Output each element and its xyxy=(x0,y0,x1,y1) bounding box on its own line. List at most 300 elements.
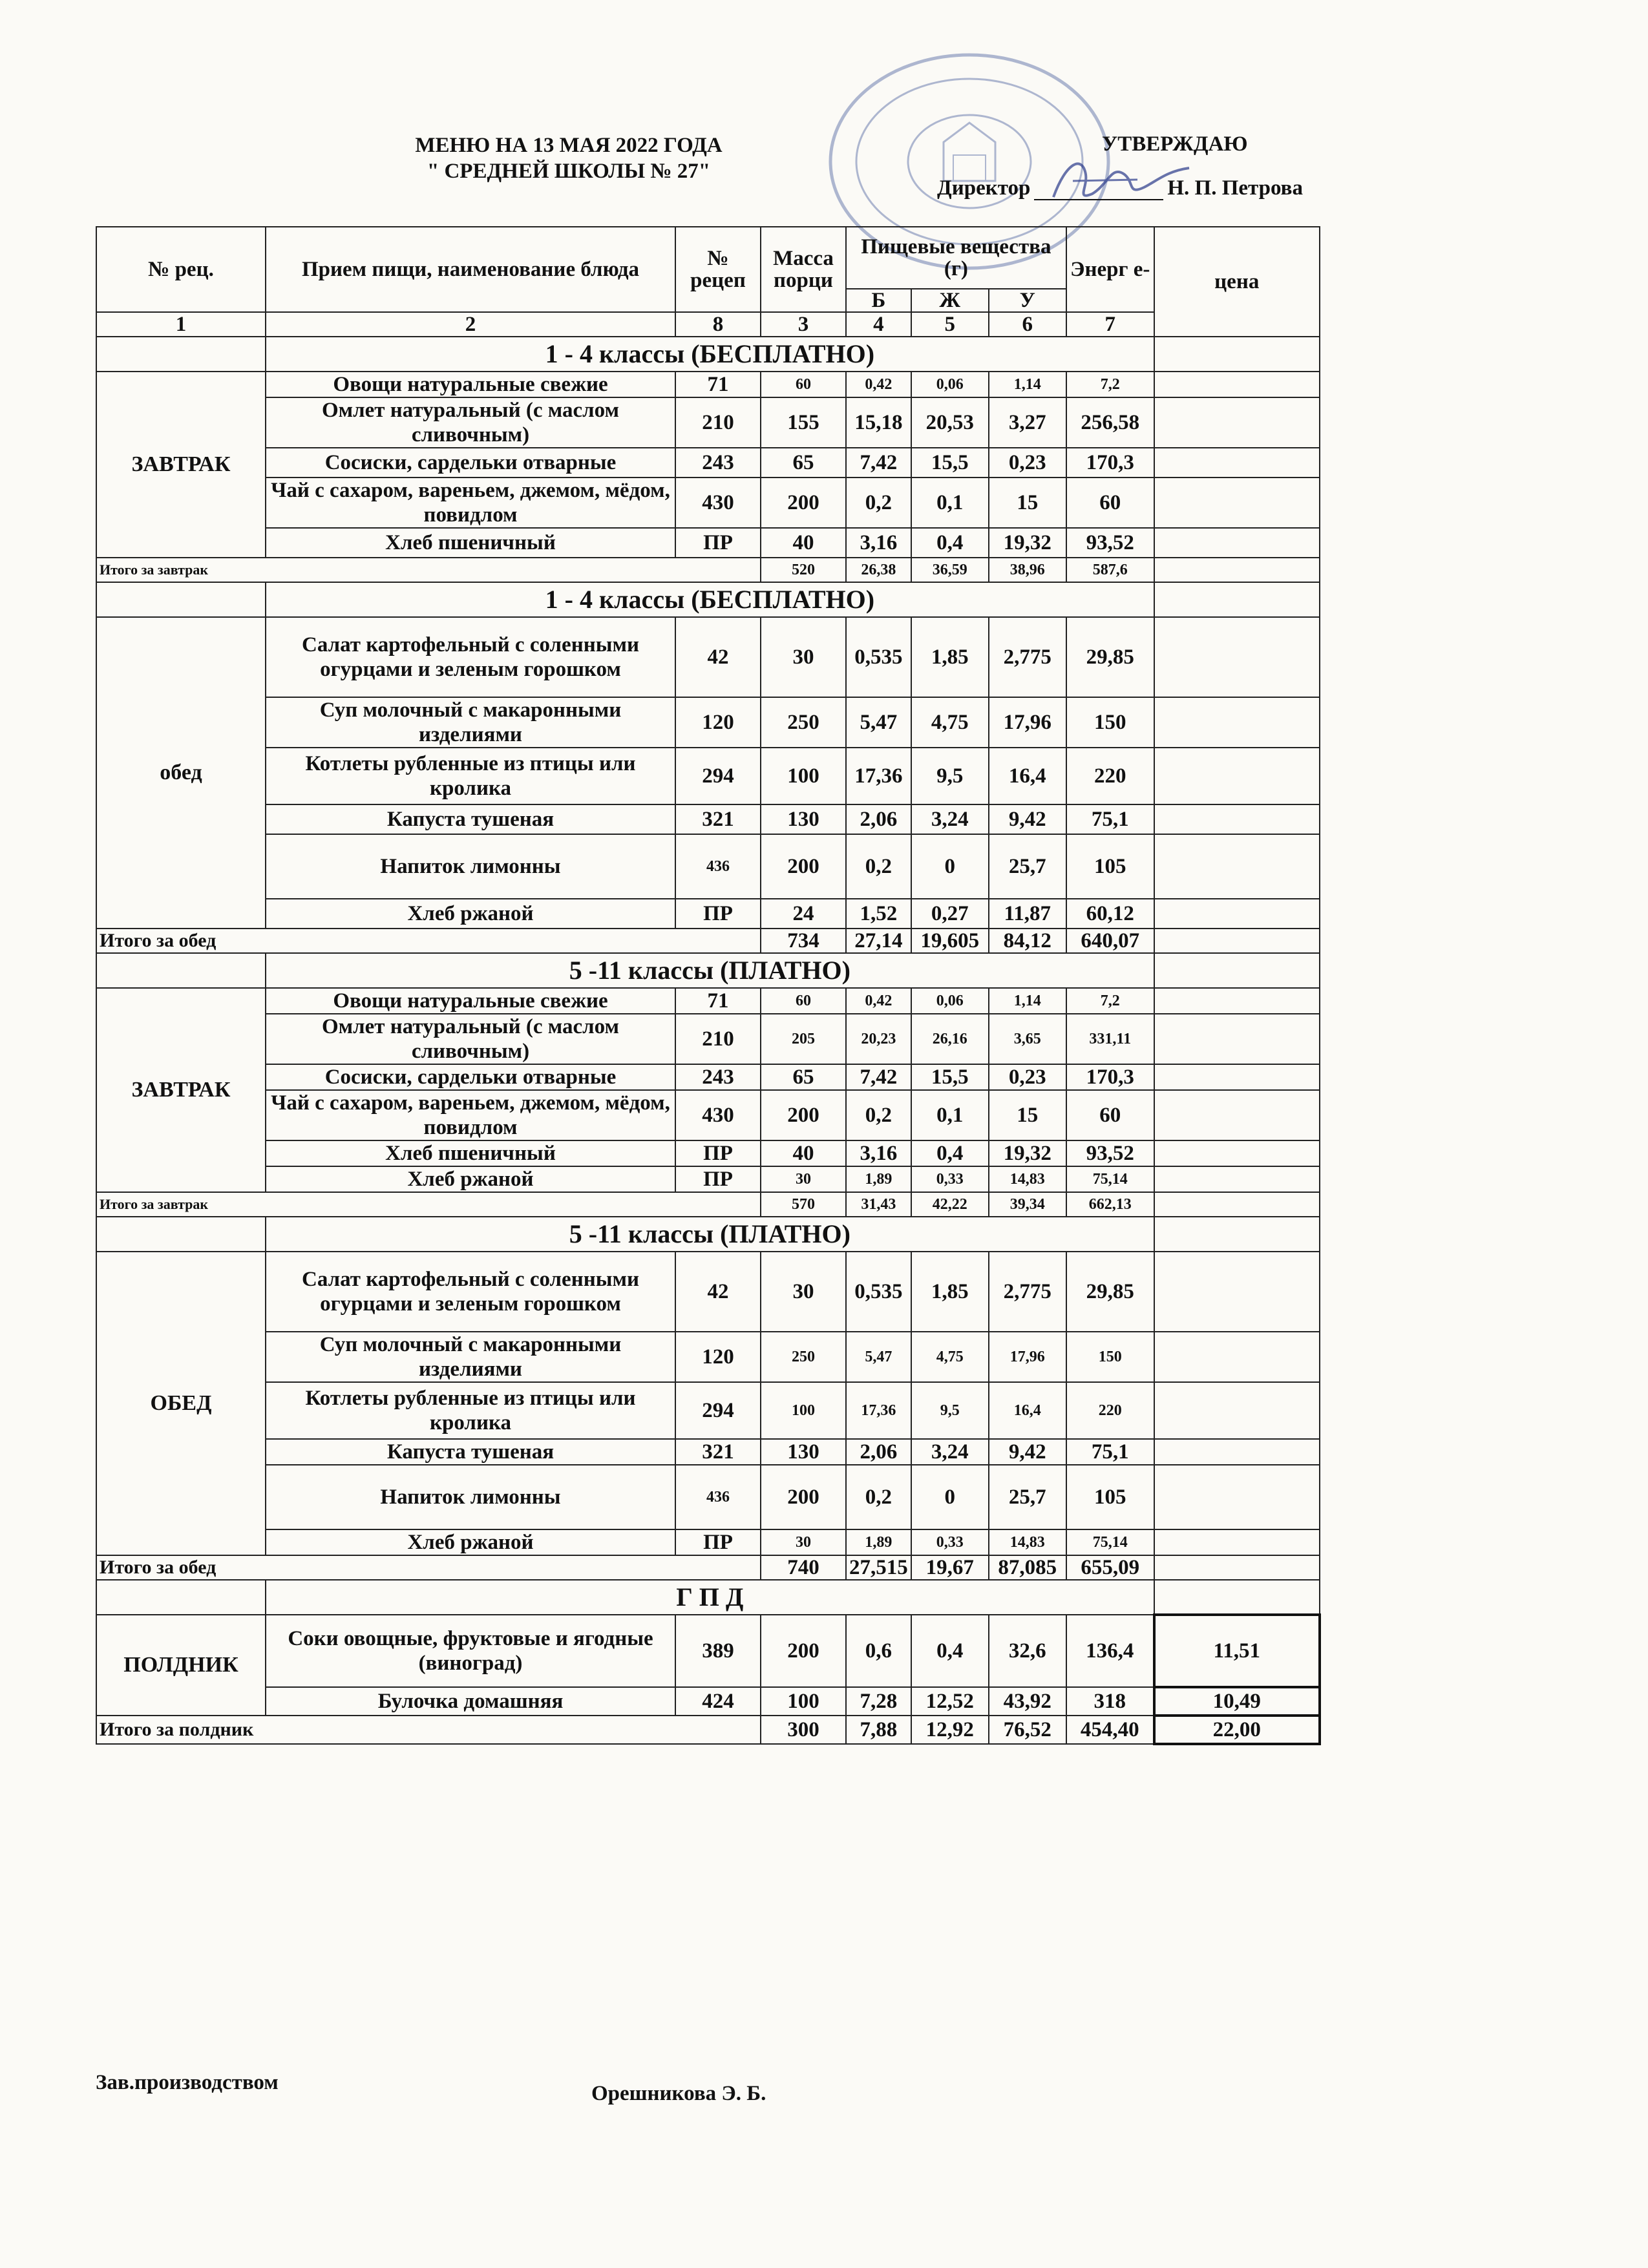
total-label: Итого за завтрак xyxy=(96,1192,761,1217)
menu-table-body xyxy=(96,227,1320,1744)
cell-b: 15,18 xyxy=(846,397,911,448)
section-price-cell xyxy=(1154,337,1320,372)
section-title: 5 -11 классы (ПЛАТНО) xyxy=(266,953,1154,988)
col-header-u: У xyxy=(989,289,1066,312)
table-row xyxy=(96,1166,1320,1192)
total-mass: 520 xyxy=(761,558,846,582)
section-title: 1 - 4 классы (БЕСПЛАТНО) xyxy=(266,582,1154,617)
col-number-5: 5 xyxy=(911,312,989,337)
total-row xyxy=(96,558,1320,582)
cell-price xyxy=(1154,1064,1320,1090)
dish-name: Овощи натуральные свежие xyxy=(266,988,675,1014)
meal-label: ЗАВТРАК xyxy=(96,988,266,1192)
cell-price xyxy=(1154,617,1320,697)
cell-energy: 75,1 xyxy=(1066,1439,1154,1465)
total-b: 7,88 xyxy=(846,1716,911,1744)
cell-recipe: ПР xyxy=(675,1140,761,1166)
total-row xyxy=(96,1555,1320,1580)
cell-zh: 1,85 xyxy=(911,1252,989,1332)
cell-u: 0,23 xyxy=(989,448,1066,478)
cell-energy: 29,85 xyxy=(1066,1252,1154,1332)
cell-b: 1,89 xyxy=(846,1166,911,1192)
total-u: 38,96 xyxy=(989,558,1066,582)
dish-name: Напиток лимонны xyxy=(266,1465,675,1529)
director-name: Н. П. Петрова xyxy=(1167,176,1303,200)
table-row xyxy=(96,899,1320,929)
column-number-row xyxy=(96,312,1320,337)
dish-name: Капуста тушеная xyxy=(266,1439,675,1465)
section-price-cell xyxy=(1154,582,1320,617)
cell-zh: 26,16 xyxy=(911,1014,989,1064)
cell-u: 19,32 xyxy=(989,1140,1066,1166)
footer-production-name: Орешникова Э. Б. xyxy=(591,2082,766,2105)
cell-b: 0,2 xyxy=(846,834,911,899)
col-header-rec-no: № рец. xyxy=(96,227,266,312)
cell-recipe: 294 xyxy=(675,748,761,804)
total-zh: 12,92 xyxy=(911,1716,989,1744)
col-number-1: 1 xyxy=(96,312,266,337)
cell-u: 2,775 xyxy=(989,617,1066,697)
cell-mass: 200 xyxy=(761,1090,846,1140)
total-price xyxy=(1154,1192,1320,1217)
cell-u: 2,775 xyxy=(989,1252,1066,1332)
cell-price xyxy=(1154,478,1320,528)
cell-energy: 105 xyxy=(1066,834,1154,899)
table-row xyxy=(96,478,1320,528)
table-row xyxy=(96,1382,1320,1439)
cell-recipe: 436 xyxy=(675,834,761,899)
total-u: 87,085 xyxy=(989,1555,1066,1580)
cell-b: 0,2 xyxy=(846,478,911,528)
total-price: 22,00 xyxy=(1154,1716,1320,1744)
total-mass: 740 xyxy=(761,1555,846,1580)
cell-energy: 220 xyxy=(1066,748,1154,804)
col-number-8: 8 xyxy=(675,312,761,337)
meal-label: ЗАВТРАК xyxy=(96,372,266,558)
table-row xyxy=(96,372,1320,397)
cell-mass: 155 xyxy=(761,397,846,448)
section-spacer-cell xyxy=(96,582,266,617)
cell-price xyxy=(1154,804,1320,834)
cell-zh: 3,24 xyxy=(911,1439,989,1465)
cell-energy: 105 xyxy=(1066,1465,1154,1529)
total-zh: 36,59 xyxy=(911,558,989,582)
cell-recipe: 210 xyxy=(675,397,761,448)
cell-u: 16,4 xyxy=(989,1382,1066,1439)
cell-u: 3,65 xyxy=(989,1014,1066,1064)
cell-zh: 15,5 xyxy=(911,1064,989,1090)
cell-energy: 170,3 xyxy=(1066,448,1154,478)
cell-energy: 75,14 xyxy=(1066,1529,1154,1555)
cell-mass: 60 xyxy=(761,372,846,397)
cell-price xyxy=(1154,1090,1320,1140)
table-row xyxy=(96,697,1320,748)
cell-recipe: ПР xyxy=(675,1166,761,1192)
table-row xyxy=(96,397,1320,448)
cell-mass: 100 xyxy=(761,1382,846,1439)
cell-price xyxy=(1154,988,1320,1014)
menu-table xyxy=(96,226,1321,1745)
cell-mass: 65 xyxy=(761,448,846,478)
col-number-6: 6 xyxy=(989,312,1066,337)
cell-energy: 60,12 xyxy=(1066,899,1154,929)
cell-energy: 220 xyxy=(1066,1382,1154,1439)
cell-mass: 250 xyxy=(761,697,846,748)
dish-name: Суп молочный с макаронными изделиями xyxy=(266,1332,675,1382)
cell-b: 7,42 xyxy=(846,1064,911,1090)
cell-mass: 65 xyxy=(761,1064,846,1090)
table-row xyxy=(96,448,1320,478)
cell-energy: 318 xyxy=(1066,1687,1154,1716)
cell-price xyxy=(1154,1529,1320,1555)
cell-price: 11,51 xyxy=(1154,1615,1320,1687)
table-row xyxy=(96,1090,1320,1140)
cell-b: 3,16 xyxy=(846,1140,911,1166)
total-zh: 19,67 xyxy=(911,1555,989,1580)
section-title-row xyxy=(96,582,1320,617)
cell-price xyxy=(1154,697,1320,748)
table-header-row xyxy=(96,227,1320,289)
cell-u: 25,7 xyxy=(989,834,1066,899)
section-price-cell xyxy=(1154,1217,1320,1252)
cell-u: 15 xyxy=(989,1090,1066,1140)
cell-energy: 170,3 xyxy=(1066,1064,1154,1090)
cell-energy: 60 xyxy=(1066,1090,1154,1140)
cell-mass: 200 xyxy=(761,1465,846,1529)
cell-u: 17,96 xyxy=(989,697,1066,748)
total-b: 27,515 xyxy=(846,1555,911,1580)
cell-u: 14,83 xyxy=(989,1166,1066,1192)
table-row xyxy=(96,834,1320,899)
col-header-mass: Масса порци xyxy=(761,227,846,312)
col-header-nutrients: Пищевые вещества (г) xyxy=(846,227,1066,289)
table-row xyxy=(96,617,1320,697)
dish-name: Котлеты рубленные из птицы или кролика xyxy=(266,1382,675,1439)
footer-production-label: Зав.производством xyxy=(96,2071,279,2094)
cell-energy: 150 xyxy=(1066,1332,1154,1382)
col-header-b: Б xyxy=(846,289,911,312)
table-row xyxy=(96,988,1320,1014)
cell-energy: 60 xyxy=(1066,478,1154,528)
cell-b: 1,52 xyxy=(846,899,911,929)
cell-mass: 60 xyxy=(761,988,846,1014)
table-row xyxy=(96,748,1320,804)
cell-u: 15 xyxy=(989,478,1066,528)
cell-b: 1,89 xyxy=(846,1529,911,1555)
cell-zh: 0,27 xyxy=(911,899,989,929)
total-u: 76,52 xyxy=(989,1716,1066,1744)
section-title: 1 - 4 классы (БЕСПЛАТНО) xyxy=(266,337,1154,372)
section-title-row xyxy=(96,337,1320,372)
meal-label: ОБЕД xyxy=(96,1252,266,1555)
table-row xyxy=(96,1687,1320,1716)
dish-name: Напиток лимонны xyxy=(266,834,675,899)
cell-u: 11,87 xyxy=(989,899,1066,929)
dish-name: Овощи натуральные свежие xyxy=(266,372,675,397)
table-row xyxy=(96,1332,1320,1382)
cell-zh: 15,5 xyxy=(911,448,989,478)
cell-u: 14,83 xyxy=(989,1529,1066,1555)
cell-u: 17,96 xyxy=(989,1332,1066,1382)
total-label: Итого за обед xyxy=(96,1555,761,1580)
cell-zh: 0,33 xyxy=(911,1529,989,1555)
cell-zh: 4,75 xyxy=(911,1332,989,1382)
cell-zh: 0 xyxy=(911,1465,989,1529)
meal-label: обед xyxy=(96,617,266,929)
cell-b: 0,535 xyxy=(846,1252,911,1332)
table-row xyxy=(96,528,1320,558)
cell-zh: 0,06 xyxy=(911,372,989,397)
cell-mass: 40 xyxy=(761,1140,846,1166)
cell-energy: 150 xyxy=(1066,697,1154,748)
dish-name: Омлет натуральный (с маслом сливочным) xyxy=(266,397,675,448)
cell-recipe: 120 xyxy=(675,697,761,748)
dish-name: Чай с сахаром, вареньем, джемом, мёдом, повидлом xyxy=(266,1090,675,1140)
dish-name: Салат картофельный с соленными огурцами и зеленым горошком xyxy=(266,1252,675,1332)
cell-mass: 200 xyxy=(761,834,846,899)
cell-recipe: 430 xyxy=(675,1090,761,1140)
col-header-zh: Ж xyxy=(911,289,989,312)
cell-zh: 3,24 xyxy=(911,804,989,834)
cell-zh: 0,4 xyxy=(911,1140,989,1166)
total-zh: 42,22 xyxy=(911,1192,989,1217)
cell-b: 0,535 xyxy=(846,617,911,697)
cell-b: 3,16 xyxy=(846,528,911,558)
cell-u: 9,42 xyxy=(989,1439,1066,1465)
cell-price xyxy=(1154,1465,1320,1529)
total-energy: 640,07 xyxy=(1066,929,1154,953)
cell-price xyxy=(1154,834,1320,899)
cell-energy: 93,52 xyxy=(1066,1140,1154,1166)
cell-recipe: 321 xyxy=(675,1439,761,1465)
cell-price xyxy=(1154,1332,1320,1382)
cell-price: 10,49 xyxy=(1154,1687,1320,1716)
cell-energy: 29,85 xyxy=(1066,617,1154,697)
cell-mass: 30 xyxy=(761,1252,846,1332)
table-row xyxy=(96,804,1320,834)
cell-mass: 24 xyxy=(761,899,846,929)
total-price xyxy=(1154,1555,1320,1580)
cell-u: 32,6 xyxy=(989,1615,1066,1687)
cell-b: 0,42 xyxy=(846,372,911,397)
cell-mass: 130 xyxy=(761,1439,846,1465)
section-spacer-cell xyxy=(96,1217,266,1252)
cell-b: 7,42 xyxy=(846,448,911,478)
cell-energy: 331,11 xyxy=(1066,1014,1154,1064)
cell-recipe: ПР xyxy=(675,899,761,929)
cell-recipe: 389 xyxy=(675,1615,761,1687)
col-header-recipe: № рецеп xyxy=(675,227,761,312)
cell-energy: 7,2 xyxy=(1066,372,1154,397)
cell-recipe: 243 xyxy=(675,448,761,478)
cell-price xyxy=(1154,1252,1320,1332)
cell-mass: 40 xyxy=(761,528,846,558)
cell-b: 5,47 xyxy=(846,1332,911,1382)
director-signature xyxy=(1047,149,1196,213)
cell-price xyxy=(1154,448,1320,478)
table-row xyxy=(96,1064,1320,1090)
col-header-dish: Прием пищи, наименование блюда xyxy=(266,227,675,312)
cell-recipe: 294 xyxy=(675,1382,761,1439)
dish-name: Хлеб ржаной xyxy=(266,1166,675,1192)
cell-zh: 12,52 xyxy=(911,1687,989,1716)
cell-u: 16,4 xyxy=(989,748,1066,804)
section-title-row xyxy=(96,1580,1320,1615)
cell-price xyxy=(1154,1014,1320,1064)
cell-energy: 75,1 xyxy=(1066,804,1154,834)
total-b: 26,38 xyxy=(846,558,911,582)
table-row xyxy=(96,1465,1320,1529)
dish-name: Хлеб ржаной xyxy=(266,899,675,929)
cell-mass: 205 xyxy=(761,1014,846,1064)
cell-price xyxy=(1154,528,1320,558)
director-label: Директор xyxy=(937,176,1031,200)
cell-zh: 0,06 xyxy=(911,988,989,1014)
cell-b: 0,2 xyxy=(846,1090,911,1140)
cell-zh: 0,1 xyxy=(911,1090,989,1140)
cell-price xyxy=(1154,748,1320,804)
cell-u: 1,14 xyxy=(989,372,1066,397)
menu-title-line1: МЕНЮ НА 13 МАЯ 2022 ГОДА xyxy=(415,134,723,157)
cell-zh: 1,85 xyxy=(911,617,989,697)
section-price-cell xyxy=(1154,1580,1320,1615)
dish-name: Хлеб ржаной xyxy=(266,1529,675,1555)
section-title-row xyxy=(96,1217,1320,1252)
cell-energy: 7,2 xyxy=(1066,988,1154,1014)
total-row xyxy=(96,1716,1320,1744)
cell-zh: 4,75 xyxy=(911,697,989,748)
total-zh: 19,605 xyxy=(911,929,989,953)
cell-recipe: 42 xyxy=(675,1252,761,1332)
section-spacer-cell xyxy=(96,953,266,988)
cell-u: 9,42 xyxy=(989,804,1066,834)
dish-name: Булочка домашняя xyxy=(266,1687,675,1716)
section-title-row xyxy=(96,953,1320,988)
menu-title xyxy=(304,132,834,184)
cell-mass: 200 xyxy=(761,1615,846,1687)
cell-b: 0,2 xyxy=(846,1465,911,1529)
cell-zh: 9,5 xyxy=(911,748,989,804)
cell-mass: 30 xyxy=(761,617,846,697)
col-header-energy: Энерг е- xyxy=(1066,227,1154,312)
cell-mass: 30 xyxy=(761,1166,846,1192)
section-price-cell xyxy=(1154,953,1320,988)
cell-zh: 0,1 xyxy=(911,478,989,528)
cell-u: 19,32 xyxy=(989,528,1066,558)
cell-price xyxy=(1154,1382,1320,1439)
total-u: 39,34 xyxy=(989,1192,1066,1217)
cell-u: 1,14 xyxy=(989,988,1066,1014)
dish-name: Котлеты рубленные из птицы или кролика xyxy=(266,748,675,804)
cell-recipe: 71 xyxy=(675,372,761,397)
cell-recipe: 71 xyxy=(675,988,761,1014)
total-mass: 300 xyxy=(761,1716,846,1744)
cell-recipe: 210 xyxy=(675,1014,761,1064)
cell-price xyxy=(1154,1439,1320,1465)
cell-energy: 93,52 xyxy=(1066,528,1154,558)
cell-mass: 200 xyxy=(761,478,846,528)
cell-price xyxy=(1154,1140,1320,1166)
total-mass: 570 xyxy=(761,1192,846,1217)
col-header-price: цена xyxy=(1154,227,1320,337)
cell-b: 17,36 xyxy=(846,1382,911,1439)
dish-name: Хлеб пшеничный xyxy=(266,528,675,558)
total-u: 84,12 xyxy=(989,929,1066,953)
cell-recipe: 430 xyxy=(675,478,761,528)
cell-recipe: 321 xyxy=(675,804,761,834)
cell-recipe: 243 xyxy=(675,1064,761,1090)
cell-mass: 30 xyxy=(761,1529,846,1555)
cell-recipe: ПР xyxy=(675,528,761,558)
cell-recipe: 436 xyxy=(675,1465,761,1529)
table-row xyxy=(96,1252,1320,1332)
total-price xyxy=(1154,558,1320,582)
cell-b: 0,42 xyxy=(846,988,911,1014)
section-spacer-cell xyxy=(96,337,266,372)
cell-recipe: ПР xyxy=(675,1529,761,1555)
section-spacer-cell xyxy=(96,1580,266,1615)
cell-mass: 100 xyxy=(761,748,846,804)
cell-zh: 0 xyxy=(911,834,989,899)
dish-name: Сосиски, сардельки отварные xyxy=(266,1064,675,1090)
total-b: 27,14 xyxy=(846,929,911,953)
total-energy: 454,40 xyxy=(1066,1716,1154,1744)
total-label: Итого за обед xyxy=(96,929,761,953)
cell-price xyxy=(1154,372,1320,397)
cell-u: 43,92 xyxy=(989,1687,1066,1716)
cell-u: 25,7 xyxy=(989,1465,1066,1529)
table-row xyxy=(96,1529,1320,1555)
cell-b: 20,23 xyxy=(846,1014,911,1064)
total-label: Итого за полдник xyxy=(96,1716,761,1744)
total-energy: 587,6 xyxy=(1066,558,1154,582)
col-number-2: 2 xyxy=(266,312,675,337)
table-row xyxy=(96,1140,1320,1166)
cell-price xyxy=(1154,1166,1320,1192)
total-mass: 734 xyxy=(761,929,846,953)
cell-recipe: 424 xyxy=(675,1687,761,1716)
total-label: Итого за завтрак xyxy=(96,558,761,582)
cell-b: 2,06 xyxy=(846,804,911,834)
cell-zh: 0,33 xyxy=(911,1166,989,1192)
dish-name: Капуста тушеная xyxy=(266,804,675,834)
total-energy: 655,09 xyxy=(1066,1555,1154,1580)
dish-name: Омлет натуральный (с маслом сливочным) xyxy=(266,1014,675,1064)
dish-name: Суп молочный с макаронными изделиями xyxy=(266,697,675,748)
cell-zh: 20,53 xyxy=(911,397,989,448)
cell-b: 5,47 xyxy=(846,697,911,748)
cell-b: 2,06 xyxy=(846,1439,911,1465)
dish-name: Сосиски, сардельки отварные xyxy=(266,448,675,478)
cell-b: 17,36 xyxy=(846,748,911,804)
cell-mass: 100 xyxy=(761,1687,846,1716)
cell-mass: 250 xyxy=(761,1332,846,1382)
cell-zh: 9,5 xyxy=(911,1382,989,1439)
cell-price xyxy=(1154,899,1320,929)
cell-recipe: 120 xyxy=(675,1332,761,1382)
cell-price xyxy=(1154,397,1320,448)
col-number-3: 3 xyxy=(761,312,846,337)
col-number-4: 4 xyxy=(846,312,911,337)
dish-name: Салат картофельный с соленными огурцами и зеленым горошком xyxy=(266,617,675,697)
total-b: 31,43 xyxy=(846,1192,911,1217)
approve-label: УТВЕРЖДАЮ xyxy=(1102,132,1248,156)
dish-name: Чай с сахаром, вареньем, джемом, мёдом, повидлом xyxy=(266,478,675,528)
dish-name: Соки овощные, фруктовые и ягодные (виноград) xyxy=(266,1615,675,1687)
menu-title-line2: " СРЕДНЕЙ ШКОЛЫ № 27" xyxy=(427,160,711,183)
total-energy: 662,13 xyxy=(1066,1192,1154,1217)
section-title: Г П Д xyxy=(266,1580,1154,1615)
